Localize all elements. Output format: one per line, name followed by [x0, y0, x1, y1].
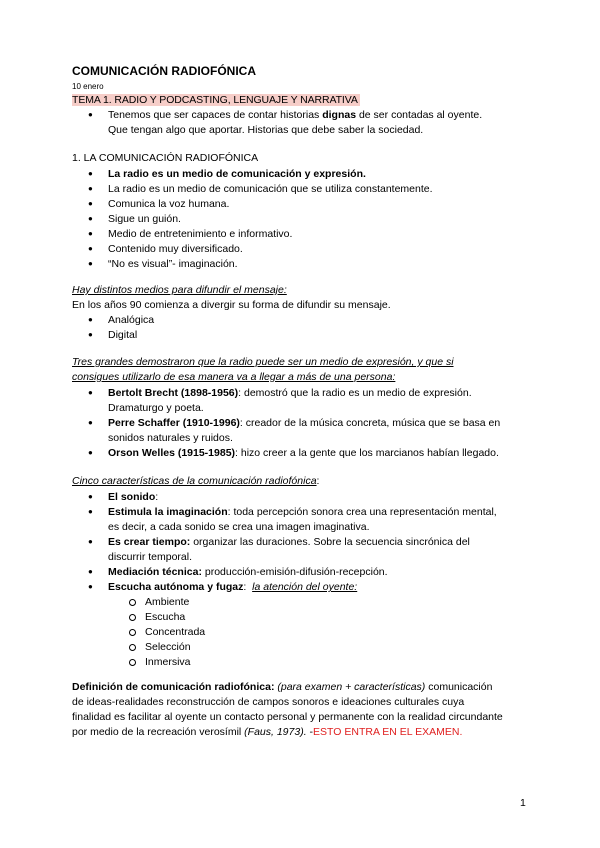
bullet-icon: ● [88, 492, 93, 501]
sub-list-item: Selección [145, 641, 191, 653]
medios-intro: En los años 90 comienza a divergir su forma de difundir su mensaje. [72, 299, 391, 311]
subheading-cinco: Cinco características de la comunicación radiofónica: [72, 475, 320, 487]
circle-bullet-icon [129, 629, 136, 636]
document-title: COMUNICACIÓN RADIOFÓNICA [72, 64, 256, 78]
bullet-icon: ● [88, 229, 93, 238]
exam-note: ESTO ENTRA EN EL EXAMEN. [313, 726, 463, 738]
definition-line-2: de ideas-realidades reconstrucción de campos sonoros e ideaciones culturales cuya [72, 696, 465, 708]
topic-heading: TEMA 1. RADIO Y PODCASTING, LENGUAJE Y NARRATIVA [72, 94, 358, 106]
definition-line-3: finalidad es facilitar al oyente un contacto personal y permanente con la realidad circundante [72, 711, 503, 723]
sub-list-item: Concentrada [145, 626, 206, 638]
bullet-icon: ● [88, 169, 93, 178]
sub-list-item: Escucha [145, 611, 186, 623]
bullet-icon: ● [88, 259, 93, 268]
person-item: Perre Schaffer (1910-1996): creador de la música concreta, música que se basa en [108, 417, 501, 429]
person-item: Bertolt Brecht (1898-1956): demostró que la radio es un medio de expresión. [108, 387, 472, 399]
circle-bullet-icon [129, 644, 136, 651]
feature-item: Estimula la imaginación: toda percepción sonora crea una representación mental, [108, 506, 497, 518]
bullet-icon: ● [88, 184, 93, 193]
bullet-icon: ● [88, 507, 93, 516]
circle-bullet-icon [129, 659, 136, 666]
sub-list-item: Ambiente [145, 596, 190, 608]
date-label: 10 enero [72, 82, 104, 91]
circle-bullet-icon [129, 599, 136, 606]
intro-line-1: Tenemos que ser capaces de contar historias dignas de ser contadas al oyente. [108, 109, 483, 121]
bullet-icon: ● [88, 110, 93, 119]
feature-item-cont: es decir, a cada sonido se crea una imagen imaginativa. [108, 521, 370, 533]
circle-bullet-icon [129, 614, 136, 621]
subheading-medios: Hay distintos medios para difundir el mensaje: [72, 284, 287, 296]
list-item: Medio de entretenimiento e informativo. [108, 228, 293, 240]
list-item: Contenido muy diversificado. [108, 243, 243, 255]
page-number: 1 [520, 797, 526, 809]
person-item-cont: sonidos naturales y ruidos. [108, 432, 233, 444]
feature-item: Es crear tiempo: organizar las duraciones. Sobre la secuencia sincrónica del [108, 536, 470, 548]
list-item: Comunica la voz humana. [108, 198, 230, 210]
feature-item-cont: discurrir temporal. [108, 551, 193, 563]
bullet-icon: ● [88, 537, 93, 546]
subheading-tres-line-1: Tres grandes demostraron que la radio puede ser un medio de expresión, y que si [72, 356, 454, 368]
intro-line-2: Que tengan algo que aportar. Historias que debe saber la sociedad. [108, 124, 424, 136]
sub-list-item: Inmersiva [145, 656, 191, 668]
person-item: Orson Welles (1915-1985): hizo creer a la gente que los marcianos habían llegado. [108, 447, 499, 459]
bullet-icon: ● [88, 244, 93, 253]
list-item: Sigue un guión. [108, 213, 181, 225]
feature-item: El sonido: [108, 491, 159, 503]
bullet-icon: ● [88, 582, 93, 591]
bullet-icon: ● [88, 214, 93, 223]
person-item-cont: Dramaturgo y poeta. [108, 402, 204, 414]
list-item: La radio es un medio de comunicación que se utiliza constantemente. [108, 183, 433, 195]
section-heading: 1. LA COMUNICACIÓN RADIOFÓNICA [72, 152, 259, 164]
bullet-icon: ● [88, 330, 93, 339]
definition-line-1: Definición de comunicación radiofónica: (para examen + características) comunicación [72, 681, 493, 693]
subheading-tres-line-2: consigues utilizarlo de esa manera va a llegar a más de una persona: [72, 371, 396, 383]
bullet-icon: ● [88, 418, 93, 427]
list-item: “No es visual”- imaginación. [108, 258, 238, 270]
bullet-icon: ● [88, 388, 93, 397]
list-item: La radio es un medio de comunicación y expresión. [108, 168, 366, 180]
bullet-icon: ● [88, 199, 93, 208]
definition-line-4: por medio de la recreación verosímil (Faus, 1973). -ESTO ENTRA EN EL EXAMEN. [72, 726, 463, 738]
bullet-icon: ● [88, 315, 93, 324]
list-item: Digital [108, 329, 138, 341]
bullet-icon: ● [88, 567, 93, 576]
feature-item: Escucha autónoma y fugaz: la atención del oyente: [108, 581, 358, 593]
bullet-icon: ● [88, 448, 93, 457]
feature-item: Mediación técnica: producción-emisión-difusión-recepción. [108, 566, 388, 578]
list-item: Analógica [108, 314, 155, 326]
